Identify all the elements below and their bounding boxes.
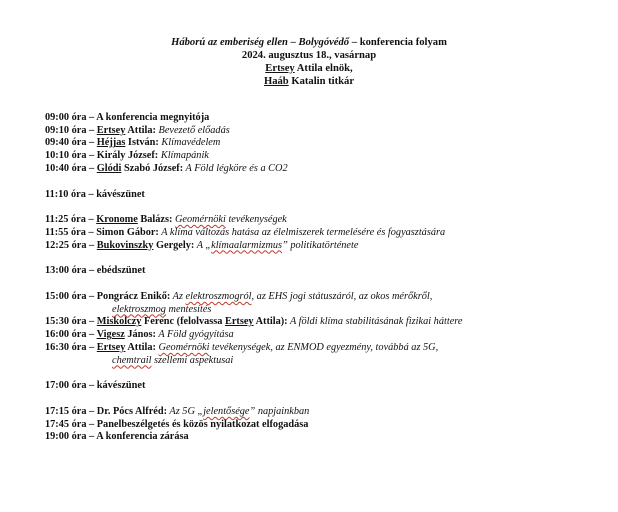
conference-title [0, 36, 618, 49]
title-italic: Háború az emberiség ellen – Bolygóvédő [171, 37, 350, 48]
speaker-rest: Szabó József: [121, 162, 184, 174]
row-time: 09:40 óra – [45, 137, 97, 149]
schedule-row [45, 214, 605, 227]
schedule-row [45, 329, 605, 342]
spacer [45, 367, 605, 380]
secretary-role: Katalin titkár [288, 76, 355, 87]
schedule-row [45, 150, 605, 163]
row-time: 11:55 óra – [45, 226, 97, 238]
schedule-row [45, 112, 605, 125]
title-rest: – konferencia folyam [349, 37, 447, 48]
speaker-rest: Balázs: [137, 214, 173, 226]
spacer [45, 393, 605, 406]
secretary-line [0, 75, 618, 88]
talk-title-part: tevékenységek, az ENMOD egyezmény, továbbá az 5G, [209, 341, 439, 353]
chair-name: Ertsey [265, 63, 295, 74]
row-text: A konferencia megnyitója [96, 112, 210, 123]
speaker-name: Dr. Pócs Alfréd: [96, 405, 168, 417]
row-time: 15:00 óra – [45, 291, 97, 303]
chair-line [0, 62, 618, 75]
talk-title: A Föld gyógyítása [155, 329, 234, 341]
speaker-rest: Gergely: [153, 239, 195, 251]
talk-title: A földi klíma stabilitásának fizikai háttere [287, 316, 463, 328]
speaker-rest: István: [125, 137, 159, 149]
speaker-name: Vigesz [96, 329, 125, 341]
talk-title: A Föld légköre és a CO2 [183, 162, 288, 174]
schedule-row [45, 342, 605, 355]
speaker-name: Király József: [96, 150, 159, 162]
row-time: 09:00 óra – [45, 112, 97, 123]
speaker-name: Ertsey [96, 341, 126, 353]
secretary-name: Haáb [263, 76, 289, 87]
break-row: 17:00 óra – kávészünet [45, 380, 146, 392]
talk-title-part: A „ [194, 239, 212, 251]
talk-title-part: Az 5G „ [167, 405, 204, 417]
spacer [45, 176, 605, 189]
speaker-rest: János: [124, 329, 156, 341]
talk-title-flagged: klímaalarmizmus [211, 239, 283, 251]
schedule-row: 19:00 óra – A konferencia zárása [45, 431, 189, 443]
schedule-row [45, 227, 605, 240]
speaker-rest: Attila: [125, 341, 156, 353]
talk-title-flagged: Geomérnöki [174, 214, 226, 226]
spacer [45, 252, 605, 265]
reader-rest: Attila): [253, 316, 288, 328]
talk-title-part: ” politikatörténete [282, 239, 359, 251]
schedule-row: 17:45 óra – Panelbeszélgetés és közös nyilatkozat elfogadása [45, 418, 309, 430]
speaker-name: Héjjas [96, 137, 126, 149]
speaker-name: Miskolczy [96, 316, 142, 328]
schedule-row [45, 137, 605, 150]
schedule [45, 112, 605, 444]
spacer [45, 278, 605, 291]
talk-title-flagged: elektroszmogról [185, 291, 252, 303]
talk-title-part: , az EHS jogi státuszáról, az okos mérőkről, [251, 291, 433, 303]
talk-title-flagged: Geomérnöki [158, 341, 210, 353]
document-header [0, 36, 618, 88]
talk-title-flagged: chemtrail [112, 354, 152, 366]
reader-name: Ertsey [224, 316, 254, 328]
talk-title-part: tevékenységek [225, 214, 287, 226]
talk-title: Klímavédelem [158, 137, 221, 149]
speaker-name: Pongrácz Enikő: [96, 291, 171, 303]
break-row: 13:00 óra – ebédszünet [45, 265, 146, 277]
schedule-row-continuation [45, 355, 605, 368]
row-time: 17:15 óra – [45, 405, 97, 417]
speaker-name: Kronome [96, 214, 138, 226]
schedule-row [45, 240, 605, 253]
talk-title-flagged: elektroszmog [112, 303, 166, 315]
schedule-row [45, 316, 605, 329]
speaker-rest: Attila: [125, 124, 156, 136]
talk-title-flagged: jelentősége [203, 405, 250, 417]
talk-title-part: mentesítés [165, 303, 212, 315]
talk-title-part: ” napjainkban [249, 405, 310, 417]
row-time: 16:00 óra – [45, 329, 97, 341]
talk-title: A klíma változás hatása az élelmiszerek termelésére és fogyasztására [158, 226, 446, 238]
row-time: 15:30 óra – [45, 316, 97, 328]
speaker-name: Ertsey [96, 124, 126, 136]
talk-title-part: szellemi aspektusai [151, 354, 234, 366]
row-time: 10:10 óra – [45, 150, 97, 162]
row-time: 10:40 óra – [45, 162, 97, 174]
schedule-row [45, 125, 605, 138]
talk-title: Klímapánik [158, 150, 209, 162]
speaker-rest: Ferenc (felolvassa [141, 316, 225, 328]
row-time: 16:30 óra – [45, 341, 97, 353]
spacer [45, 201, 605, 214]
row-time: 12:25 óra – [45, 239, 97, 251]
talk-title-part: Az [170, 291, 186, 303]
schedule-row-continuation [45, 304, 605, 317]
speaker-name: Bukovinszky [96, 239, 154, 251]
break-row: 11:10 óra – kávészünet [45, 188, 145, 200]
row-time: 09:10 óra – [45, 124, 97, 136]
speaker-name: Simon Gábor: [96, 226, 159, 238]
talk-title: Bevezető előadás [155, 124, 230, 136]
chair-role: Attila elnök, [294, 63, 353, 74]
schedule-row [45, 163, 605, 176]
schedule-row [45, 406, 605, 419]
schedule-row [45, 291, 605, 304]
conference-date: 2024. augusztus 18., vasárnap [241, 50, 377, 61]
row-time: 11:25 óra – [45, 214, 97, 226]
speaker-name: Glódi [96, 162, 122, 174]
